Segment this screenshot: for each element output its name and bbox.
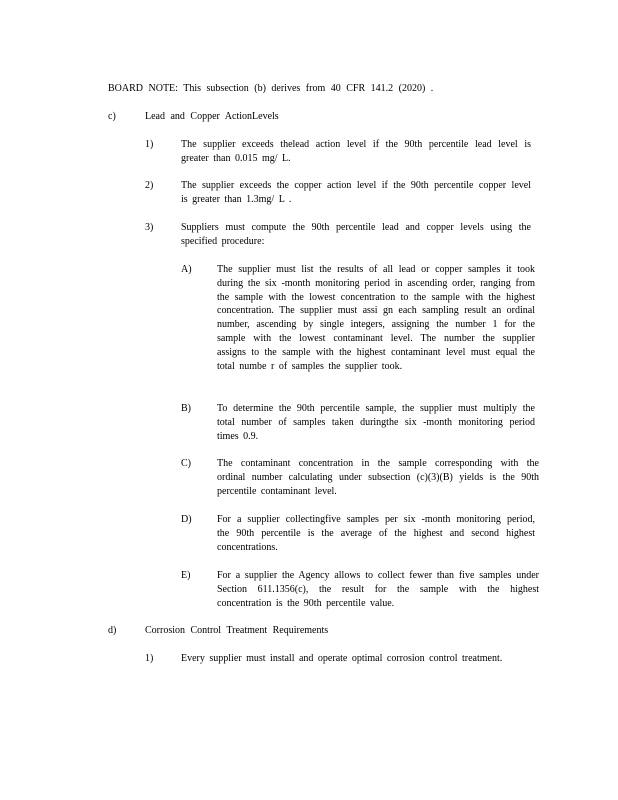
item-d1-label: 1) [145, 653, 154, 664]
section-d-label: d) [108, 625, 117, 636]
section-c-label: c) [108, 111, 116, 122]
item-c1-text: The supplier exceeds thelead action level if the 90th percentile lead level is greater than 0.015 mg/ L. [181, 139, 531, 164]
subitem-b-text: To determine the 90th percentile sample, the supplier must multiply the total number of samples taken duringthe six -month monitoring period times 0.9. [217, 403, 535, 442]
subitem-c-text: The contaminant concentration in the sample corresponding with the ordinal number calculating under subsection (c)(3)(B) yields is the 90th percentile contaminant level. [217, 458, 539, 497]
subitem-a-text: The supplier must list the results of all lead or copper samples it took during the six -month monitoring period in ascending order, ranging from the sample with the lowest concentration to the sample with the highest concentration. The supplier must assi gn each sampling result an ordinal number, ascending by single integers, assigning the number 1 for the sample with the lowest contaminant level. The number the supplier assigns to the sample with the highest contaminant level must equal the total numbe r of samples the supplier took. [217, 264, 535, 372]
subitem-b-label: B) [181, 403, 191, 414]
subitem-c-label: C) [181, 458, 191, 469]
item-c2-text: The supplier exceeds the copper action level if the 90th percentile copper level is greater than 1.3mg/ L . [181, 180, 531, 205]
subitem-a-label: A) [181, 264, 192, 275]
board-note: BOARD NOTE: This subsection (b) derives from 40 CFR 141.2 (2020) . [108, 83, 434, 94]
item-c3-label: 3) [145, 222, 154, 233]
item-c2-label: 2) [145, 180, 154, 191]
item-d1-text: Every supplier must install and operate optimal corrosion control treatment. [181, 653, 503, 664]
subitem-d-text: For a supplier collectingfive samples per six -month monitoring period, the 90th percentile is the average of the highest and second highest concentrations. [217, 514, 535, 553]
subitem-e-text: For a supplier the Agency allows to collect fewer than five samples under Section 611.1356(c), the result for the sample with the highest concentration is the 90th percentile value. [217, 570, 539, 609]
section-c-heading: Lead and Copper ActionLevels [145, 111, 279, 122]
item-c1-label: 1) [145, 139, 154, 150]
subitem-e-label: E) [181, 570, 191, 581]
subitem-d-label: D) [181, 514, 192, 525]
section-d-heading: Corrosion Control Treatment Requirements [145, 625, 329, 636]
item-c3-text: Suppliers must compute the 90th percentile lead and copper levels using the specified procedure: [181, 222, 531, 247]
